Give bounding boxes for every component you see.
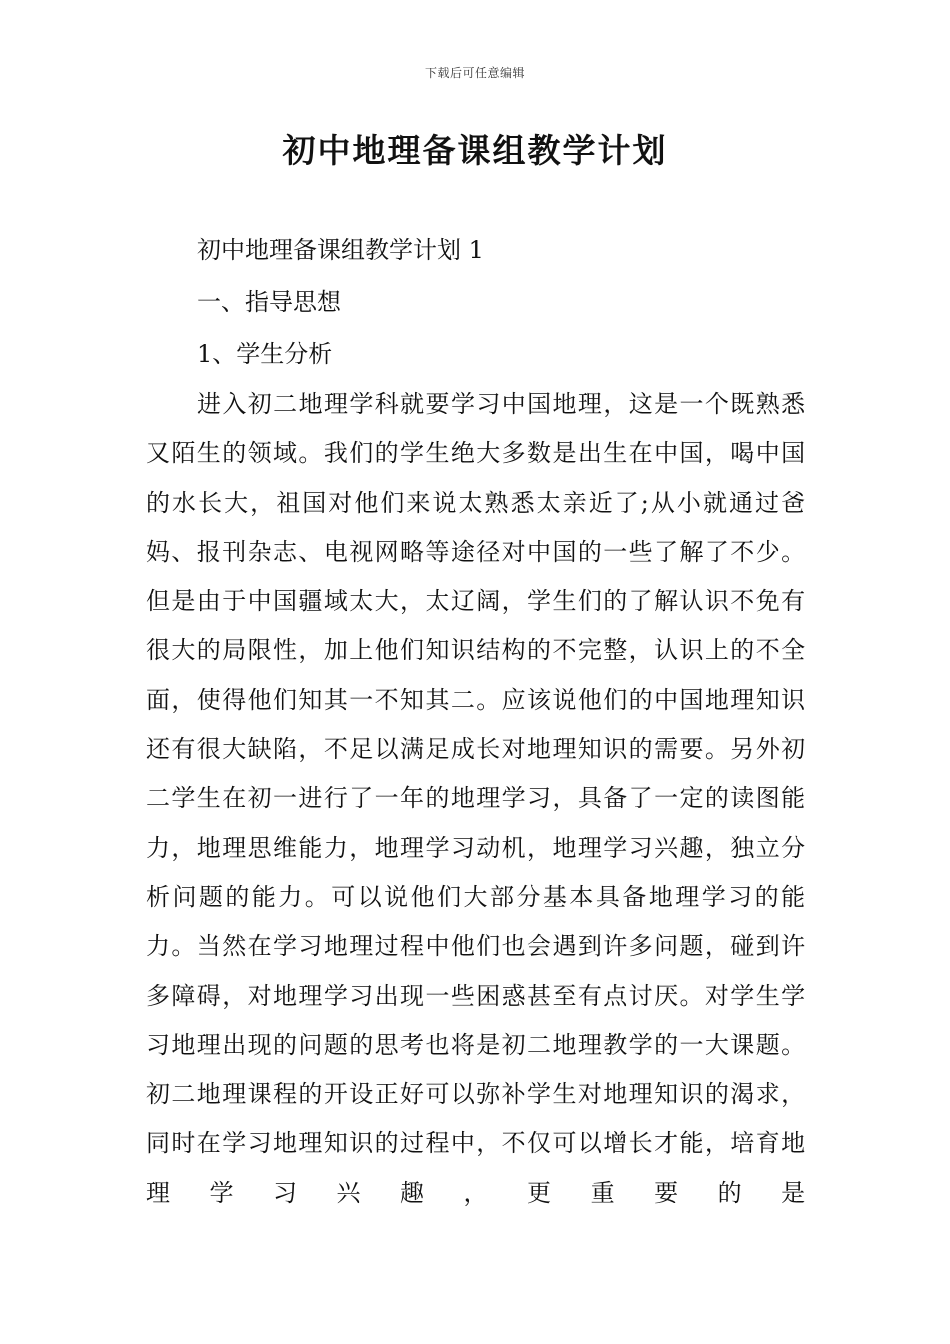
section-heading: 一、指导思想 bbox=[197, 288, 341, 316]
document-subtitle: 初中地理备课组教学计划 1 bbox=[197, 236, 484, 264]
document-title: 初中地理备课组教学计划 bbox=[282, 131, 668, 170]
header-note: 下载后可任意编辑 bbox=[424, 66, 525, 80]
subsection-heading: 1、学生分析 bbox=[197, 340, 333, 368]
body-paragraph: 进入初二地理学科就要学习中国地理，这是一个既熟悉又陌生的领域。我们的学生绝大多数是出生在中国，喝中国的水长大，祖国对他们来说太熟悉太亲近了;从小就通过爸妈、报刊杂志、电视网略等途径对中国的一些了解了不少。但是由于中国疆域太大，太辽阔，学生们的了解认识不免有很大的局限性，加上他们知识结构的不完整，认识上的不全面，使得他们知其一不知其二。应该说他们的中国地理知识还有很大缺陷，不足以满足成长对地理知识的需要。另外初二学生在初一进行了一年的地理学习，具备了一定的读图能力，地理思维能力，地理学习动机，地理学习兴趣，独立分析问题的能力。可以说他们大部分基本具备地理学习的能力。当然在学习地理过程中他们也会遇到许多问题，碰到许多障碍，对地理学习出现一些困惑甚至有点讨厌。对学生学习地理出现的问题的思考也将是初二地理教学的一大课题。初二地理课程的开设正好可以弥补学生对地理知识的渴求，同时在学习地理知识的过程中，不仅可以增长才能，培育地理学习兴趣，更重要的是 bbox=[146, 390, 806, 1207]
document-body bbox=[146, 224, 806, 1218]
